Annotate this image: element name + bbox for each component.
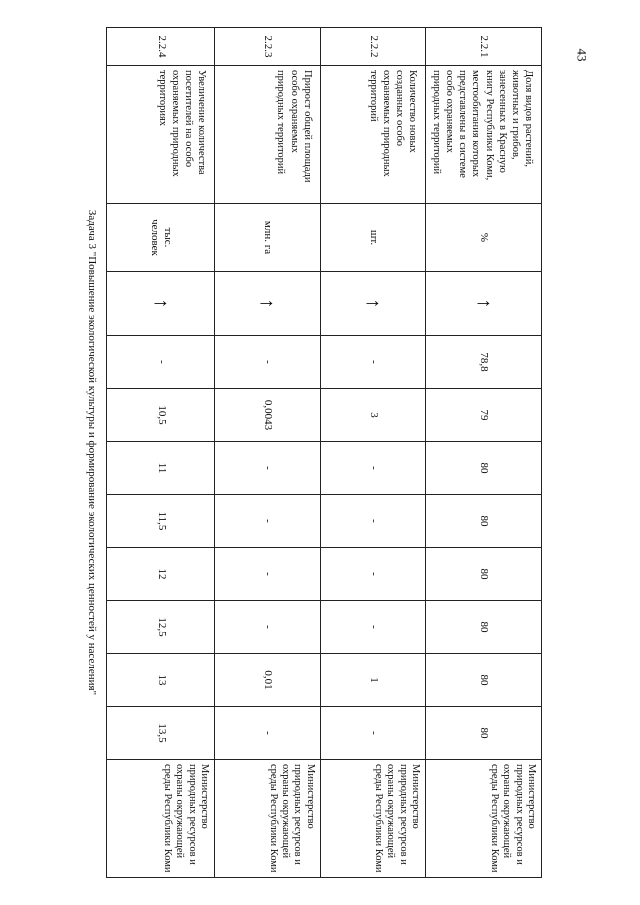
responsible-cell: Министерство природных ресурсов и охраны окружающей среды Республики Коми xyxy=(215,760,321,878)
rotated-table-container xyxy=(82,27,542,877)
value-cell: 80 xyxy=(426,654,542,707)
indicator-name: Количество новых созданных особо охраняемых природных территорий xyxy=(320,66,426,204)
value-cell: 78,8 xyxy=(426,336,542,389)
value-cell: 80 xyxy=(426,707,542,760)
value-cell: - xyxy=(215,442,321,495)
trend-cell xyxy=(215,272,321,336)
responsible-cell: Министерство природных ресурсов и охраны окружающей среды Республики Коми xyxy=(107,760,215,878)
value-cell: 80 xyxy=(426,601,542,654)
value-cell: 11,5 xyxy=(107,495,215,548)
value-cell: 12,5 xyxy=(107,601,215,654)
value-cell: 79 xyxy=(426,389,542,442)
task-row xyxy=(82,28,107,878)
row-number: 2.2.1 xyxy=(426,28,542,66)
row-number: 2.2.3 xyxy=(215,28,321,66)
value-cell: 80 xyxy=(426,495,542,548)
value-cell: 0,01 xyxy=(215,654,321,707)
value-cell: - xyxy=(215,707,321,760)
indicator-name: Доля видов растений, животных и грибов, занесенных в Красную книгу Республики Коми, местообитания которых представлены в системе особо охраняемых природных территорий xyxy=(426,66,542,204)
indicator-name: Прирост общей площади особо охраняемых природных территорий xyxy=(215,66,321,204)
trend-cell xyxy=(320,272,426,336)
value-cell: 80 xyxy=(426,442,542,495)
value-cell: - xyxy=(320,442,426,495)
trend-cell xyxy=(426,272,542,336)
value-cell: - xyxy=(320,495,426,548)
table-row xyxy=(426,28,542,878)
table-row xyxy=(107,28,215,878)
value-cell: - xyxy=(320,601,426,654)
unit-cell: шт. xyxy=(320,204,426,272)
responsible-cell: Министерство природных ресурсов и охраны окружающей среды Республики Коми xyxy=(426,760,542,878)
row-number: 2.2.2 xyxy=(320,28,426,66)
unit-cell: млн. га xyxy=(215,204,321,272)
value-cell: - xyxy=(107,336,215,389)
up-arrow-icon: ↑ xyxy=(472,298,495,309)
value-cell: - xyxy=(215,548,321,601)
indicators-table xyxy=(82,27,542,878)
up-arrow-icon: ↑ xyxy=(362,298,385,309)
value-cell: - xyxy=(320,336,426,389)
value-cell: 0,0043 xyxy=(215,389,321,442)
value-cell: 80 xyxy=(426,548,542,601)
value-cell: - xyxy=(320,707,426,760)
unit-cell: тыс. человек xyxy=(107,204,215,272)
value-cell: - xyxy=(215,495,321,548)
table-row xyxy=(215,28,321,878)
unit-cell: % xyxy=(426,204,542,272)
row-number: 2.2.4 xyxy=(107,28,215,66)
value-cell: - xyxy=(320,548,426,601)
table-row xyxy=(320,28,426,878)
indicator-name: Увеличение количества посетителей на особо охраняемых природных территориях xyxy=(107,66,215,204)
value-cell: - xyxy=(215,336,321,389)
value-cell: 1 xyxy=(320,654,426,707)
value-cell: 13 xyxy=(107,654,215,707)
value-cell: 13,5 xyxy=(107,707,215,760)
up-arrow-icon: ↑ xyxy=(256,298,279,309)
value-cell: 11 xyxy=(107,442,215,495)
value-cell: - xyxy=(215,601,321,654)
up-arrow-icon: ↑ xyxy=(149,298,172,309)
value-cell: 3 xyxy=(320,389,426,442)
value-cell: 12 xyxy=(107,548,215,601)
responsible-cell: Министерство природных ресурсов и охраны окружающей среды Республики Коми xyxy=(320,760,426,878)
trend-cell xyxy=(107,272,215,336)
value-cell: 10,5 xyxy=(107,389,215,442)
task-title: Задача 3 "Повышение экологической культуры и формирование экологических ценностей у населения" xyxy=(82,28,107,878)
page-number: 43 xyxy=(574,48,590,62)
